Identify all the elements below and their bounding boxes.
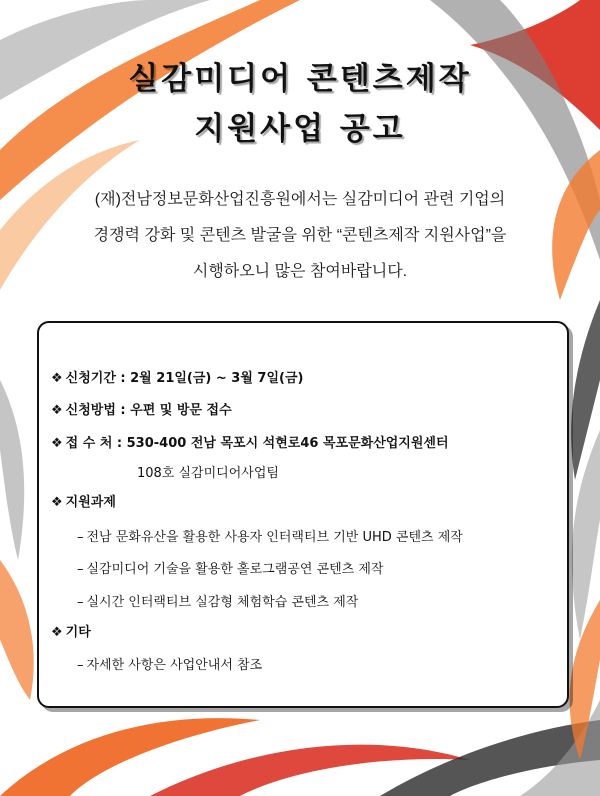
dash-marker: – [77, 658, 84, 673]
support-task-item [77, 526, 463, 545]
etc-heading [51, 621, 91, 640]
dash-marker: – [77, 562, 84, 577]
title-line-2: 지원사업 공고 [194, 111, 406, 147]
swirl-gray-left [0, 380, 24, 560]
title-line-1: 실감미디어 콘텐츠제작 [128, 61, 472, 97]
diamond-bullet-icon: ❖ [51, 495, 63, 510]
intro-line-3: 시행하오니 많은 참여바랍니다. [192, 263, 408, 280]
submission-address-text: 접 수 처 : 530-400 전남 목포시 석현로46 목포문화산업지원센터 [65, 436, 449, 451]
etc-item-text: 자세한 사항은 사업안내서 참조 [86, 658, 263, 673]
support-task-text: 전남 문화유산을 활용한 사용자 인터랙티브 기반 UHD 콘텐츠 제작 [86, 530, 463, 545]
submission-address-continued: 108호 실감미디어사업팀 [137, 466, 279, 481]
dash-marker: – [77, 530, 84, 545]
support-task-item [77, 591, 358, 610]
swirl-orange-left [0, 560, 34, 700]
support-task-text: 실감미디어 기술을 활용한 홀로그램공연 콘텐츠 제작 [86, 562, 384, 577]
application-method [51, 399, 232, 418]
intro-line-1: (재)전남정보문화산업진흥원에서는 실감미디어 관련 기업의 [94, 191, 506, 208]
dash-marker: – [77, 595, 84, 610]
application-method-text: 신청방법 : 우편 및 방문 접수 [65, 403, 232, 418]
diamond-bullet-icon: ❖ [51, 403, 63, 418]
submission-address [51, 432, 449, 451]
etc-heading-text: 기타 [65, 625, 91, 640]
diamond-bullet-icon: ❖ [51, 436, 63, 451]
support-tasks-heading [51, 491, 116, 510]
support-tasks-heading-text: 지원과제 [65, 495, 116, 510]
etc-item [77, 654, 262, 673]
application-period [51, 367, 303, 386]
diamond-bullet-icon: ❖ [51, 625, 63, 640]
intro-line-2: 경쟁력 강화 및 콘텐츠 발굴을 위한 “콘텐츠제작 지원사업”을 [93, 227, 507, 244]
diamond-bullet-icon: ❖ [51, 371, 63, 386]
details-box [37, 321, 569, 708]
support-task-text: 실시간 인터랙티브 실감형 체험학습 콘텐츠 제작 [86, 595, 359, 610]
application-period-text: 신청기간 : 2월 21일(금) ~ 3월 7일(금) [65, 371, 304, 386]
support-task-item [77, 558, 383, 577]
